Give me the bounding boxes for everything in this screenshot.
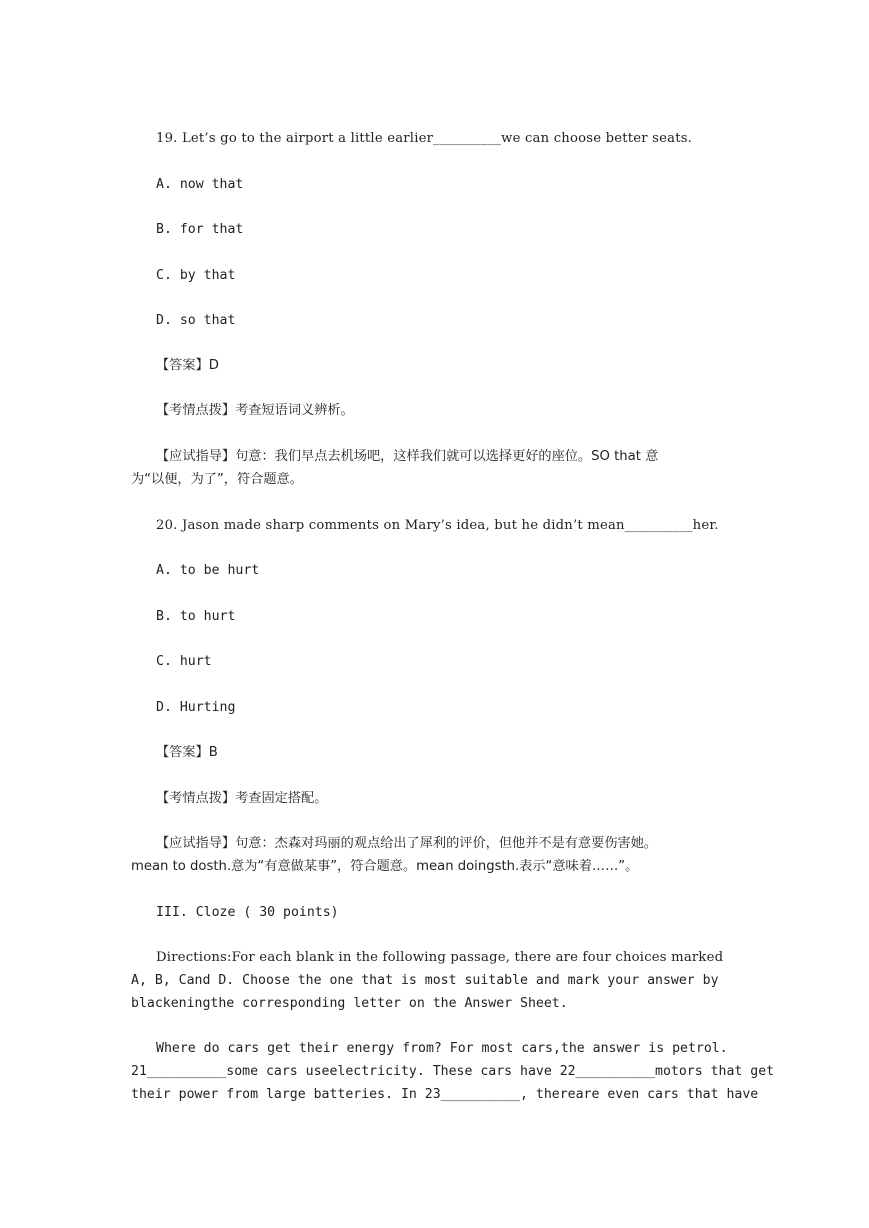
passage-line-2: 21__________some cars useelectricity. These cars have 22__________motors that get (131, 1064, 775, 1079)
q20-exam-point: 【考情点拨】考查固定搭配。 (156, 791, 328, 806)
q20-option-c: C. hurt (156, 654, 212, 669)
section-title: III. Cloze ( 30 points) (156, 905, 339, 920)
q20-option-d: D. Hurting (156, 700, 236, 715)
q19-answer: 【答案】D (156, 358, 219, 373)
q19-exam-point: 【考情点拨】考查短语词义辨析。 (156, 403, 354, 418)
q20-option-a: A. to be hurt (156, 563, 260, 578)
q19-option-b: B. for that (156, 222, 244, 237)
directions-line-1: Directions:For each blank in the following passage, there are four choices marked (156, 950, 724, 965)
passage-line-3: their power from large batteries. In 23__________, thereare even cars that have (131, 1087, 759, 1102)
q19-option-c: C. by that (156, 268, 236, 283)
q20-option-b: B. to hurt (156, 609, 236, 624)
q20-guide-line-1: 【应试指导】句意：杰森对玛丽的观点给出了犀利的评价，但他并不是有意要伤害她。 (156, 836, 658, 851)
q19-option-a: A. now that (156, 177, 244, 192)
q19-guide-line-2: 为“以便，为了”，符合题意。 (131, 472, 303, 487)
question-20-stem: 20. Jason made sharp comments on Mary’s idea, but he didn’t mean__________her. (156, 518, 719, 533)
directions-line-2: A, B, Cand D. Choose the one that is most suitable and mark your answer by (131, 973, 719, 988)
directions-line-3: blackeningthe corresponding letter on the Answer Sheet. (131, 996, 568, 1011)
q19-guide-line-1: 【应试指导】句意：我们早点去机场吧，这样我们就可以选择更好的座位。SO that 意 (156, 449, 659, 464)
q20-guide-line-2: mean to dosth.意为“有意做某事”，符合题意。mean doingsth.表示“意味着……”。 (131, 859, 639, 874)
question-19-stem: 19. Let’s go to the airport a little earlier__________we can choose better seats. (156, 131, 693, 146)
passage-line-1: Where do cars get their energy from? For most cars,the answer is petrol. (156, 1041, 728, 1056)
q19-option-d: D. so that (156, 313, 236, 328)
q20-answer: 【答案】B (156, 745, 218, 760)
